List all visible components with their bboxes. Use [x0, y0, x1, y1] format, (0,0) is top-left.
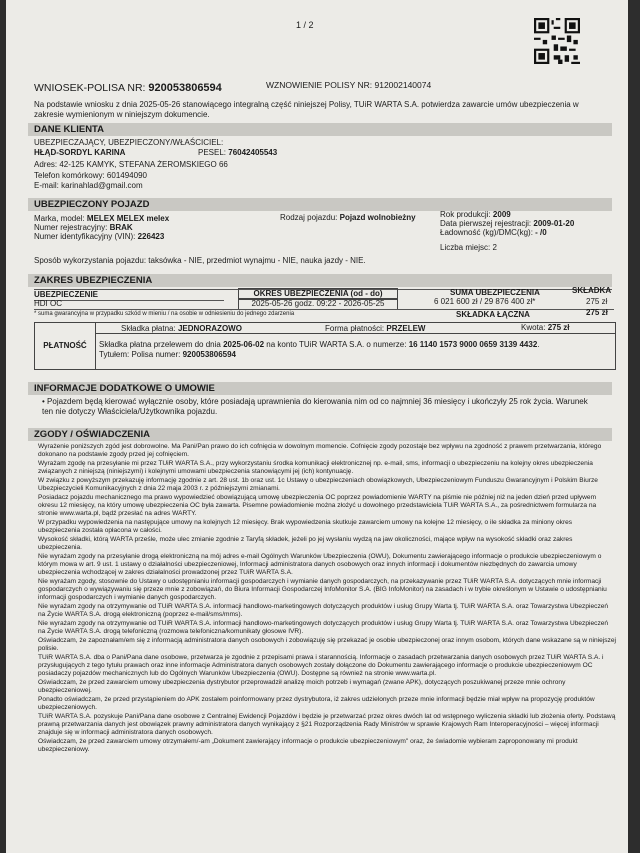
vehicle-capacity: Ładowność (kg)/DMC(kg): - /0 [440, 228, 547, 237]
scope-col-period: OKRES UBEZPIECZENIA (od - do) [238, 288, 398, 300]
scope-total-label: SKŁADKA ŁĄCZNA [456, 310, 530, 319]
extra-section-title: INFORMACJE DODATKOWE O UMOWIE [28, 382, 612, 395]
consent-text: W związku z powyższym przekazuję informację zgodnie z art. 28 ust. 1b oraz ust. 1c Ustawy o ubezpieczeniach obowiązkowych, Ubezpieczeniowym Funduszu Gwarancyjnym i Polskim Biurze Ubezpieczycieli Komunikacyjnych z dnia 22 maja 2003 r. z późniejszymi zmianami. [38, 477, 598, 492]
payment-amount: Kwota: 275 zł [521, 323, 570, 332]
vehicle-usage: Sposób wykorzystania pojazdu: taksówka - NIE, przedmiot wynajmu - NIE, nauka jazdy - NIE. [34, 256, 366, 265]
consent-text: TUiR WARTA S.A. pozyskuje Pani/Pana dane osobowe z Centralnej Ewidencji Pojazdów i będzie je przetwarzać przez okres dwóch lat od wstępnego wyliczenia składki lub złożenia oferty. Podstawą prawną przetwarzania danych jest obowiązek prawny administratora danych wynikający z §21 Rozporządzenia Rady Ministrów w sprawie Krajowych Ram Interoperacyjności – więcej informacji znajduje się w informacji administratora danych osobowych. [38, 713, 616, 736]
vehicle-reg: Numer rejestracyjny: BRAK [34, 223, 133, 232]
payment-title: Tytułem: Polisa numer: 920053806594 [99, 350, 236, 359]
scope-row-premium: 275 zł [586, 297, 608, 306]
account-number: 16 1140 1573 9000 0659 3139 4432 [408, 340, 538, 349]
renewal-heading: WZNOWIENIE POLISY NR: 912002140074 [266, 80, 432, 90]
consent-text: Posiadacz pojazdu mechanicznego ma prawo wypowiedzieć obowiązującą umowę ubezpieczenia OC poprzez powiadomienie WARTY na piśmie nie później niż na jeden dzień przed upływem okresu 12 miesięcy, na który umowę ubezpieczenia OC była zawarta. Pisemne powiadomienie można złożyć u dowolnego przedstawiciela TUiR WARTA S.A., za pośrednictwem formularza na stronie www.warta.pl, bądź przesłać na adres WARTY. [38, 494, 597, 517]
consent-text: Nie wyrażam zgody na otrzymywanie od TUiR WARTA S.A. informacji handlowo-marketingowych dotyczących produktów i usług Grupy Warta tj. TUiR WARTA S.A. oraz Towarzystwa Ubezpieczeń na Życie WARTA S.A. drogą telefoniczną (rozmowa telefoniczna/komunikaty głosowe IVR). [38, 620, 609, 635]
client-phone: Telefon komórkowy: 601494090 [34, 171, 147, 180]
policy-number: 920053806594 [148, 82, 222, 94]
vehicle-make: Marka, model: MELEX MELEX melex [34, 214, 170, 223]
consent-text: Oświadczam, że przed zawarciem umowy ubezpieczenia dystrybutor przeprowadził analizę moich potrzeb i wymagań (zwane APK), dotyczących poszukiwanej przeze mnie ochrony ubezpieczeniowej. [38, 679, 566, 694]
consent-text: Oświadczam, że przed zawarciem umowy otrzymałem/-am „Dokument zawierający informacje o produkcie ubezpieczeniowym" oraz, że świadomie wybieram zaproponowany mi produkt ubezpieczeniowy. [38, 738, 578, 753]
consent-text: Wysokość składki, którą WARTA prześle, może ulec zmianie zgodnie z Taryfą składek, jeżeli po jej wysłaniu wydzą na jaw okoliczności, mające wpływ na wysokość składki oraz zakres ubezpieczenia. [38, 536, 573, 551]
bullet-icon: • [42, 397, 45, 406]
consent-text: Ponadto oświadczam, że przed przystąpieniem do APK zostałem poinformowany przez dystrybutora, iż zakres udzielonych przeze mnie informacji będzie miał wpływ na propozycję produktów ubezpieczeniowych. [38, 696, 595, 711]
consent-text: W przypadku wypowiedzenia na następujące umowy na kolejnych 12 miesięcy. Brak wypowiedzenia skutkuje zawarciem umowy na kolejne 12 miesięcy, o ile składka za miniony okres ubezpieczenia została opłacona w całości. [38, 519, 573, 534]
payment-form: Forma płatności: PRZELEW [325, 324, 426, 333]
client-email: E-mail: karinahlad@gmail.com [34, 181, 143, 190]
consents-section-title: ZGODY / OŚWIADCZENIA [28, 428, 612, 441]
consent-text: Nie wyrażam zgody na otrzymywanie od TUiR WARTA S.A. informacji handlowo-marketingowych dotyczących produktów i usług Grupy Warta tj. TUiR WARTA S.A. oraz Towarzystwa Ubezpieczeń na Życie WARTA S.A. drogą elektroniczną (poprzez e-mail/sms/mms). [38, 603, 609, 618]
qr-code-icon [534, 18, 580, 64]
vehicle-type: Rodzaj pojazdu: Pojazd wolnobieżny [280, 213, 416, 222]
scope-section-title: ZAKRES UBEZPIECZENIA [28, 274, 612, 287]
payment-plan: Składka płatna: JEDNORAZOWO [121, 324, 242, 333]
renewal-number: 912002140074 [374, 80, 432, 90]
vehicle-year: Rok produkcji: 2009 [440, 210, 511, 219]
consent-text: Wyrażenie poniższych zgód jest dobrowolne. Ma Pani/Pan prawo do ich cofnięcia w dowolnym momencie. Cofnięcie zgody pozostaje bez wpływu na zgodność z prawem przetwarzania, którego dokonano na podstawie zgody przed jej cofnięciem. [38, 443, 602, 458]
client-section-title: DANE KLIENTA [28, 123, 612, 136]
client-pesel: PESEL: 76042405543 [198, 148, 278, 157]
consent-text: Nie wyrażam zgody, stosownie do Ustawy o udostępnianiu informacji gospodarczych i wymianie danych gospodarczych, na przekazywanie przez TUiR WARTA S.A. dotyczących mnie informacji gospodarczych o wywiązywaniu się przeze mnie z zobowiązań, do Biura Informacji Gospodarczej InfoMonitor S.A. (BIG InfoMonitor) na zasadach i w trybie określonym w Ustawie o udostępnianiu informacji gospodarczych i wymianie danych gospodarczych. [38, 578, 607, 601]
scope-total: 275 zł [586, 308, 608, 317]
consent-text: Oświadczam, że zapoznałam/em się z informacją administratora danych osobowych i zobowiązuję się przekazać je osobie ubezpieczonej oraz innym osobom, których dane wskazane są w niniejszej polisie. [38, 637, 616, 652]
client-address: Adres: 42-125 KAMYK, STEFANA ŻEROMSKIEGO 66 [34, 160, 228, 169]
payment-label: PŁATNOŚĆ [35, 323, 96, 369]
client-name: HŁĄD-SORDYL KARINA [34, 148, 126, 157]
scope-row-period: 2025-05-26 godz. 09:22 - 2026-05-25 [238, 298, 398, 310]
scope-footnote: * suma gwarancyjna w przypadku szkód w mieniu / na osobie w odniesieniu do jednego zdarzenia [34, 311, 295, 317]
consents-list [38, 443, 616, 755]
document-page [6, 0, 628, 853]
extra-bullet: • Pojazdem będą kierować wyłącznie osoby, które posiadają uprawnienia do kierowania nim od co najmniej 36 miesięcy i ukończyły 25 rok życia. Warunek ten nie dotyczy Właściciela/Użytkownika pojazdu. [42, 397, 588, 416]
page-number: 1 / 2 [296, 20, 314, 30]
payment-box [34, 322, 616, 370]
vehicle-vin: Numer identyfikacyjny (VIN): 226423 [34, 232, 165, 241]
scope-row-sum: 6 021 600 zł / 29 876 400 zł* [434, 297, 536, 306]
vehicle-section-title: UBEZPIECZONY POJAZD [28, 198, 612, 211]
payment-instruction: Składka płatna przelewem do dnia 2025-06-02 na konto TUiR WARTA S.A. o numerze: 16 1140 1573 9000 0659 3139 4432. [99, 340, 540, 349]
consent-text: Nie wyrażam zgody na przesyłanie drogą elektroniczną na mój adres e-mail Ogólnych Warunków Ubezpieczenia (OWU), Dokumentu zawierającego informacje o produkcie ubezpieczeniowym o którym mowa w art. 9 ust. 1 ustawy o działalności ubezpieczeniowej, Informacji administratora danych osobowych oraz innych informacji i dokumentów niezbędnych do zawarcia umowy ubezpieczenia wchodzącej w zakres działalności prowadzonej przez TUiR WARTA S.A. [38, 553, 602, 576]
scope-col-sum: SUMA UBEZPIECZENIA [450, 288, 540, 297]
client-role: UBEZPIECZAJĄCY, UBEZPIECZONY/WŁAŚCICIEL: [34, 138, 224, 147]
consent-text: Wyrażam zgodę na przesyłanie mi przez TUiR WARTA S.A., przy wykorzystaniu środka komunikacji elektronicznej np. e-mail, sms, informacji o ubezpieczeniu na kolejny okres ubezpieczenia związanych z niniejszą (niniejszymi) i kolejnymi umowami ubezpieczenia stanowiącymi jej (ich) kontynuację. [38, 460, 593, 475]
policy-heading: WNIOSEK-POLISA NR: 920053806594 [34, 82, 222, 94]
intro-text: Na podstawie wniosku z dnia 2025-05-26 stanowiącego integralną część niniejszej Polisy, TUiR WARTA S.A. potwierdza zawarcie umów ubezpieczenia w zakresie wymienionym w niniejszym dokumencie. [34, 100, 579, 119]
vehicle-first-reg: Data pierwszej rejestracji: 2009-01-20 [440, 219, 575, 228]
consent-text: TUiR WARTA S.A. dba o Pani/Pana dane osobowe, przetwarza je zgodnie z przepisami prawa i starannością. Informacje o zasadach przetwarzania danych osobowych przez TUiR WARTA S.A. i przysługujących z tego tytułu prawach oraz inne informacje Administratora danych osobowych zostały dołączone do Dokumentu zawierającego informacje o produkcie ubezpieczeniowym OC posiadaczy pojazdów mechanicznych lub do Ogólnych Warunków Ubezpieczenia (OWU). Dostępne są również na stronie www.warta.pl. [38, 654, 604, 677]
scope-col-premium: SKŁADKA [572, 286, 612, 295]
vehicle-seats: Liczba miejsc: 2 [440, 243, 497, 252]
scope-row-name: HDI OC [34, 299, 62, 308]
scope-col-insurance: UBEZPIECZENIE [34, 290, 224, 301]
